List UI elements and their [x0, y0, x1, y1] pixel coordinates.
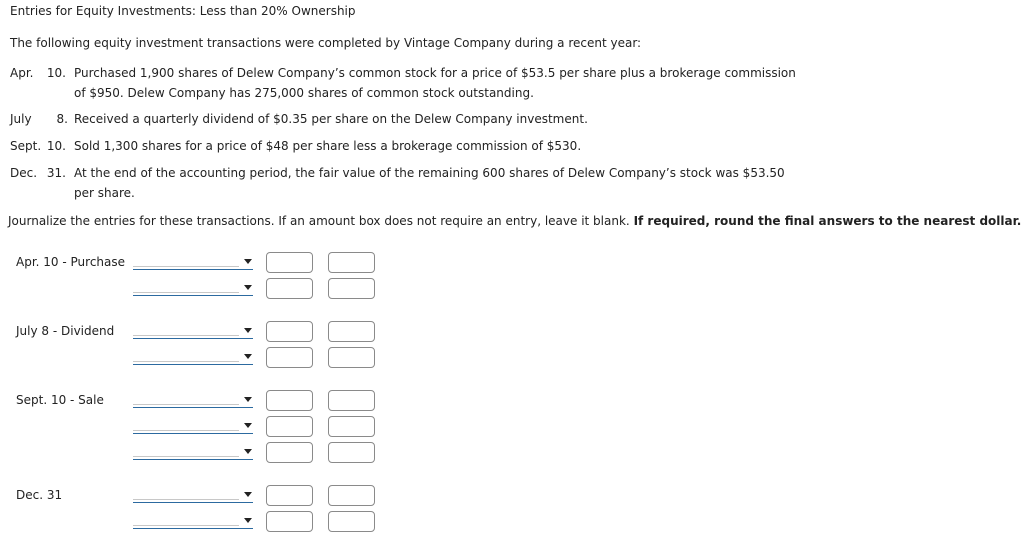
- transaction-date: July: [10, 112, 32, 126]
- account-select[interactable]: [133, 418, 253, 434]
- entry-label-sept-10: Sept. 10 - Sale: [16, 393, 104, 407]
- triangle-down-icon: [244, 285, 252, 290]
- entry-label-july-8: July 8 - Dividend: [16, 324, 115, 338]
- credit-input[interactable]: [328, 390, 375, 411]
- instructions: [8, 214, 1021, 228]
- debit-input[interactable]: [266, 347, 313, 368]
- transaction-date: Dec.: [10, 166, 38, 180]
- account-select[interactable]: [133, 280, 253, 296]
- instructions-bold: If required, round the final answers to the nearest dollar.: [633, 214, 1022, 228]
- transaction-text: Purchased 1,900 shares of Delew Company’s common stock for a price of $53.5 per share plus a brokerage commission: [74, 66, 796, 80]
- debit-input[interactable]: [266, 252, 313, 273]
- triangle-down-icon: [244, 423, 252, 428]
- account-select[interactable]: [133, 254, 253, 270]
- triangle-down-icon: [244, 259, 252, 264]
- credit-input[interactable]: [328, 511, 375, 532]
- account-select[interactable]: [133, 444, 253, 460]
- account-select[interactable]: [133, 487, 253, 503]
- intro-text: The following equity investment transactions were completed by Vintage Company during a recent year:: [10, 36, 642, 50]
- triangle-down-icon: [244, 492, 252, 497]
- instructions-text: Journalize the entries for these transactions. If an amount box does not require an entry, leave it blank.: [8, 214, 630, 228]
- transaction-number: 31.: [46, 166, 66, 180]
- transaction-text: Received a quarterly dividend of $0.35 per share on the Delew Company investment.: [74, 112, 588, 126]
- transaction-text-cont: per share.: [74, 186, 135, 200]
- transaction-date: Sept.: [10, 139, 42, 153]
- account-select[interactable]: [133, 349, 253, 365]
- debit-input[interactable]: [266, 390, 313, 411]
- credit-input[interactable]: [328, 485, 375, 506]
- credit-input[interactable]: [328, 347, 375, 368]
- credit-input[interactable]: [328, 252, 375, 273]
- triangle-down-icon: [244, 397, 252, 402]
- page-title: Entries for Equity Investments: Less than 20% Ownership: [10, 4, 356, 18]
- account-select[interactable]: [133, 513, 253, 529]
- transaction-text: At the end of the accounting period, the fair value of the remaining 600 shares of Delew Company’s stock was $53.50: [74, 166, 785, 180]
- debit-input[interactable]: [266, 278, 313, 299]
- transaction-number: 8.: [56, 112, 68, 126]
- transaction-number: 10.: [46, 66, 66, 80]
- debit-input[interactable]: [266, 416, 313, 437]
- transaction-text: Sold 1,300 shares for a price of $48 per share less a brokerage commission of $530.: [74, 139, 582, 153]
- credit-input[interactable]: [328, 442, 375, 463]
- entry-label-apr-10: Apr. 10 - Purchase: [16, 255, 126, 269]
- triangle-down-icon: [244, 328, 252, 333]
- debit-input[interactable]: [266, 442, 313, 463]
- credit-input[interactable]: [328, 321, 375, 342]
- debit-input[interactable]: [266, 511, 313, 532]
- transaction-number: 10.: [46, 139, 66, 153]
- debit-input[interactable]: [266, 485, 313, 506]
- triangle-down-icon: [244, 354, 252, 359]
- entry-label-dec-31: Dec. 31: [16, 488, 63, 502]
- account-select[interactable]: [133, 323, 253, 339]
- credit-input[interactable]: [328, 416, 375, 437]
- triangle-down-icon: [244, 449, 252, 454]
- debit-input[interactable]: [266, 321, 313, 342]
- credit-input[interactable]: [328, 278, 375, 299]
- transaction-text-cont: of $950. Delew Company has 275,000 shares of common stock outstanding.: [74, 86, 534, 100]
- account-select[interactable]: [133, 392, 253, 408]
- triangle-down-icon: [244, 518, 252, 523]
- transaction-date: Apr.: [10, 66, 34, 80]
